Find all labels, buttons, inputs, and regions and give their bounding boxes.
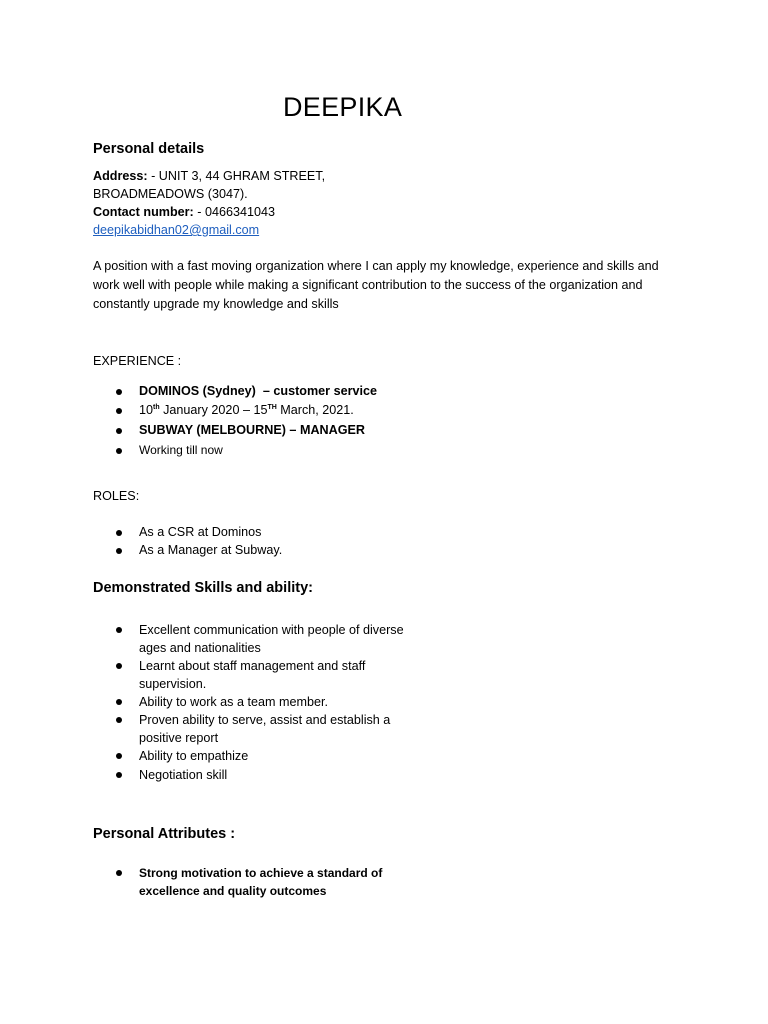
bullet-icon (116, 408, 122, 414)
skill-item: Ability to work as a team member. (139, 695, 328, 709)
role-item: As a CSR at Dominos (139, 525, 262, 539)
skill-item: Learnt about staff management and staff supervision. (139, 659, 366, 691)
role-manager: MANAGER (299, 423, 366, 437)
attributes-heading: Personal Attributes : (93, 826, 236, 842)
experience-item-dominos: DOMINOS (Sydney) – customer service (139, 384, 377, 398)
objective-paragraph: A position with a fast moving organization where I can apply my knowledge, experience and skills and work well with people while making a significant contribution to the success of the organization and constantly upgrade my knowledge and skills (93, 259, 659, 311)
experience-item-current: Working till now (139, 443, 223, 457)
contact-label: Contact number: (93, 205, 194, 219)
employer-dominos: DOMINOS (Sydney) (139, 384, 256, 398)
personal-details-heading: Personal details (93, 141, 205, 157)
bullet-icon (116, 627, 122, 633)
contact-number: - 0466341043 (193, 205, 275, 219)
bullet-icon (116, 428, 122, 434)
bullet-icon (116, 772, 122, 778)
roles-heading: ROLES: (93, 489, 140, 503)
skill-item: Proven ability to serve, assist and establish a positive report (139, 713, 391, 745)
bullet-icon (116, 663, 122, 669)
bullet-icon (116, 717, 122, 723)
address-line-2: BROADMEADOWS (3047). (93, 187, 248, 201)
bullet-icon (116, 753, 122, 759)
attribute-item: Strong motivation to achieve a standard of excellence and quality outcomes (139, 866, 383, 898)
candidate-name: DEEPIKA (283, 92, 403, 122)
employer-subway: SUBWAY (MELBOURNE) (139, 423, 286, 437)
bullet-icon (116, 448, 122, 454)
skill-item: Excellent communication with people of diverse ages and nationalities (139, 623, 404, 655)
skill-item: Negotiation skill (139, 768, 228, 782)
role-customer-service: customer service (273, 384, 377, 398)
experience-heading: EXPERIENCE : (93, 354, 182, 368)
bullet-icon (116, 389, 122, 395)
skills-heading: Demonstrated Skills and ability: (93, 580, 313, 596)
address-label: Address: (93, 169, 148, 183)
role-item: As a Manager at Subway. (139, 543, 283, 557)
address-value: - UNIT 3, 44 GHRAM STREET, (147, 169, 326, 183)
experience-item-subway: SUBWAY (MELBOURNE) – MANAGER (139, 423, 366, 437)
skill-item: Ability to empathize (139, 749, 249, 763)
bullet-icon (116, 548, 122, 554)
bullet-icon (116, 530, 122, 536)
email-link[interactable]: deepikabidhan02@gmail.com (93, 223, 260, 237)
bullet-icon (116, 699, 122, 705)
contact-line (93, 203, 275, 221)
address-line-1 (93, 167, 325, 185)
experience-item-dates: 10th January 2020 – 15TH March, 2021. (139, 403, 354, 417)
bullet-icon (116, 870, 122, 876)
